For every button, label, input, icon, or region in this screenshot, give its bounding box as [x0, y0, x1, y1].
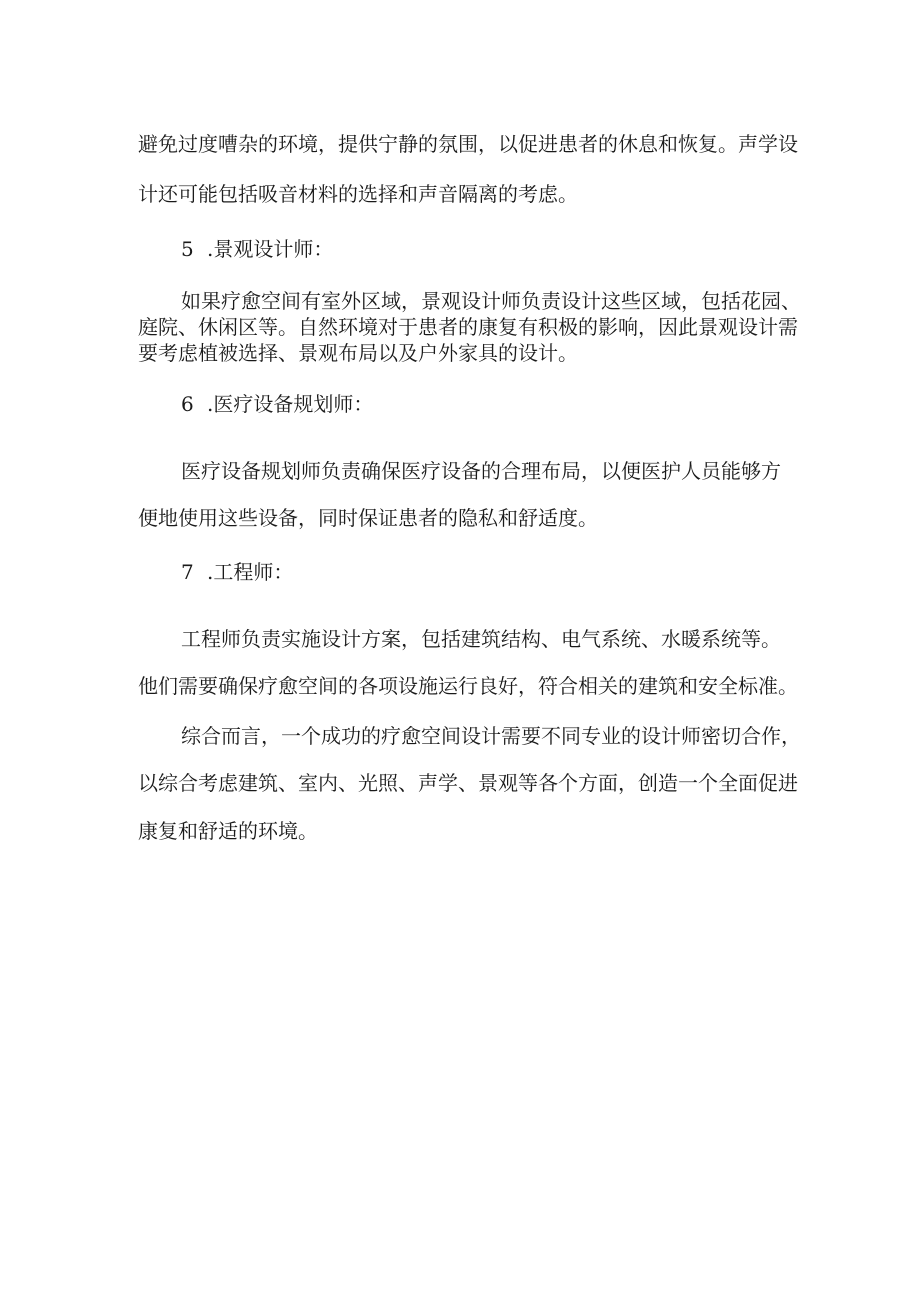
paragraph-engineer-line-1: 工程师负责实施设计方案，包括建筑结构、电气系统、水暖系统等。: [181, 627, 781, 651]
paragraph-medical-line-2: 便地使用这些设备，同时保证患者的隐私和舒适度。: [138, 506, 598, 530]
paragraph-medical-line-1: 医疗设备规划师负责确保医疗设备的合理布局，以便医护人员能够方: [181, 459, 781, 483]
heading-engineer: [181, 560, 293, 584]
heading-text: .医疗设备规划师：: [207, 392, 374, 416]
paragraph-summary-line-1: 综合而言，一个成功的疗愈空间设计需要不同专业的设计师密切合作，: [181, 724, 801, 748]
paragraph-landscape-line-3: 要考虑植被选择、景观布局以及户外家具的设计。: [138, 341, 578, 365]
paragraph-landscape-line-1: 如果疗愈空间有室外区域，景观设计师负责设计这些区域，包括花园、: [181, 289, 801, 313]
heading-landscape-designer: [181, 237, 333, 261]
paragraph-summary-line-2: 以综合考虑建筑、室内、光照、声学、景观等各个方面，创造一个全面促进: [138, 771, 798, 795]
paragraph-sound-line-1: 避免过度嘈杂的环境，提供宁静的氛围，以促进患者的休息和恢复。声学设: [138, 132, 798, 156]
paragraph-engineer-line-2: 他们需要确保疗愈空间的各项设施运行良好，符合相关的建筑和安全标准。: [138, 674, 798, 698]
paragraph-landscape-line-2: 庭院、休闲区等。自然环境对于患者的康复有积极的影响，因此景观设计需: [138, 315, 798, 339]
heading-number: 7: [181, 560, 194, 584]
heading-medical-equipment-planner: [181, 392, 373, 416]
heading-number: 5: [181, 237, 194, 261]
heading-number: 6: [181, 392, 194, 416]
heading-text: .景观设计师：: [207, 237, 334, 261]
paragraph-summary-line-3: 康复和舒适的环境。: [138, 819, 318, 843]
heading-text: .工程师：: [207, 560, 294, 584]
paragraph-sound-line-2: 计还可能包括吸音材料的选择和声音隔离的考虑。: [138, 182, 578, 206]
